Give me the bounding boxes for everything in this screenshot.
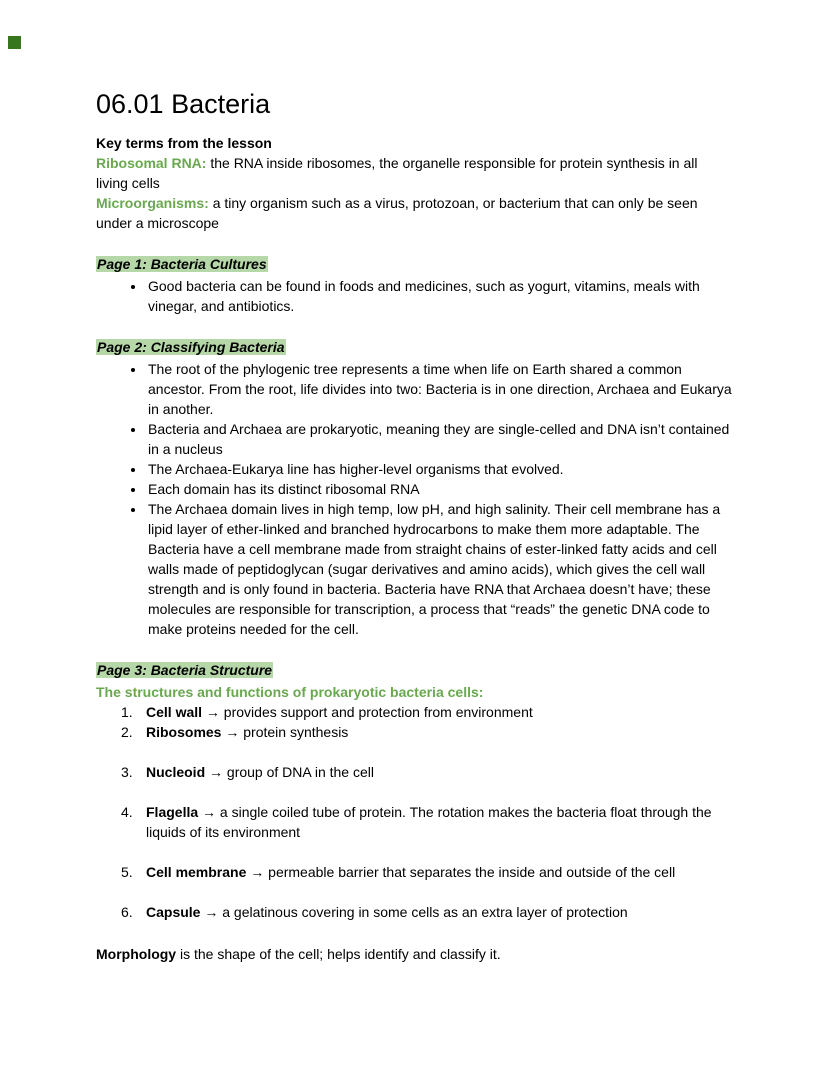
item-number: 4.: [121, 804, 133, 820]
corner-marker: [8, 36, 21, 49]
item-text: [146, 762, 733, 782]
item-definition: → provides support and protection from environment: [205, 704, 533, 720]
item-term: Cell membrane: [146, 864, 247, 880]
bullet-item: • The Archaea domain lives in high temp, low pH, and high salinity. Their cell membrane has a lipid layer of ether-linked and branched hydrocarbons to make them more adaptable. The Bacteria have a cell membrane made from straight chains of ester-linked fatty acids and cell walls made of peptidoglycan (sugar derivatives and amino acids), which gives the cell wall strength and is only found in bacteria. Bacteria have RNA that Archaea doesn’t have; these molecules are responsible for transcription, a process that “reads” the genetic DNA code to make proteins needed for the cell.: [146, 499, 733, 639]
item-definition: → protein synthesis: [225, 724, 349, 740]
numbered-item-cell-membrane: [96, 862, 733, 882]
morphology-definition: is the shape of the cell; helps identify and classify it.: [180, 946, 501, 962]
morphology-term: Morphology: [96, 946, 177, 962]
item-term: Cell wall: [146, 704, 203, 720]
item-definition: → a gelatinous covering in some cells as an extra layer of protection: [204, 904, 628, 920]
section-heading-page-3: [96, 660, 733, 680]
item-number: 3.: [121, 764, 133, 780]
section-heading-highlight: Page 3: Bacteria Structure: [97, 662, 273, 678]
term-ribosomal-rna: [96, 153, 733, 193]
bullet-item: • The root of the phylogenic tree represents a time when life on Earth shared a common ancestor. From the root, life divides into two: Bacteria is in one direction, Archaea and Eukarya in another.: [146, 359, 733, 419]
item-text: [146, 862, 733, 882]
item-definition: → group of DNA in the cell: [209, 764, 374, 780]
item-definition: → permeable barrier that separates the inside and outside of the cell: [250, 864, 676, 880]
key-terms-heading: Key terms from the lesson: [96, 135, 272, 151]
section-heading-highlight: Page 1: Bacteria Cultures: [97, 256, 267, 272]
item-number: 6.: [121, 904, 133, 920]
section-2-bullet-list: [96, 359, 733, 639]
item-definition: → a single coiled tube of protein. The rotation makes the bacteria float through the liquids of its environment: [146, 804, 712, 840]
section-heading-page-2: [96, 337, 733, 357]
item-text: [146, 702, 733, 722]
structures-subheading: The structures and functions of prokaryotic bacteria cells:: [96, 684, 484, 700]
term-definition-microorganisms: a tiny organism such as a virus, protozoan, or bacterium that can only be seen under a microscope: [96, 195, 698, 231]
document-content: [96, 88, 733, 964]
term-label-microorganisms: Microorganisms:: [96, 195, 209, 211]
term-definition-ribosomal-rna: the RNA inside ribosomes, the organelle responsible for protein synthesis in all living cells: [96, 155, 698, 191]
document-title: 06.01 Bacteria: [96, 89, 271, 119]
term-label-ribosomal-rna: Ribosomal RNA:: [96, 155, 207, 171]
numbered-item-flagella: [96, 802, 733, 842]
item-term: Ribosomes: [146, 724, 222, 740]
numbered-item-capsule: [96, 902, 733, 922]
section-heading-highlight: Page 2: Classifying Bacteria: [97, 339, 285, 355]
bullet-item: • The Archaea-Eukarya line has higher-level organisms that evolved.: [146, 459, 733, 479]
item-term: Nucleoid: [146, 764, 206, 780]
morphology-paragraph: [96, 944, 733, 964]
section-1-bullet-list: [96, 276, 733, 316]
item-number: 5.: [121, 864, 133, 880]
item-term: Capsule: [146, 904, 201, 920]
numbered-list: [96, 702, 733, 922]
item-number: 2.: [121, 724, 133, 740]
bullet-item: • Good bacteria can be found in foods and medicines, such as yogurt, vitamins, meals with vinegar, and antibiotics.: [146, 276, 733, 316]
item-text: [146, 902, 733, 922]
term-microorganisms: [96, 193, 733, 233]
item-text: [146, 802, 733, 842]
numbered-item-ribosomes: [96, 722, 733, 742]
item-number: 1.: [121, 704, 133, 720]
bullet-item: • Each domain has its distinct ribosomal RNA: [146, 479, 733, 499]
numbered-item-nucleoid: [96, 762, 733, 782]
item-term: Flagella: [146, 804, 199, 820]
numbered-item-cell-wall: [96, 702, 733, 722]
bullet-item: • Bacteria and Archaea are prokaryotic, meaning they are single-celled and DNA isn’t contained in a nucleus: [146, 419, 733, 459]
section-heading-page-1: [96, 254, 733, 274]
item-text: [146, 722, 733, 742]
